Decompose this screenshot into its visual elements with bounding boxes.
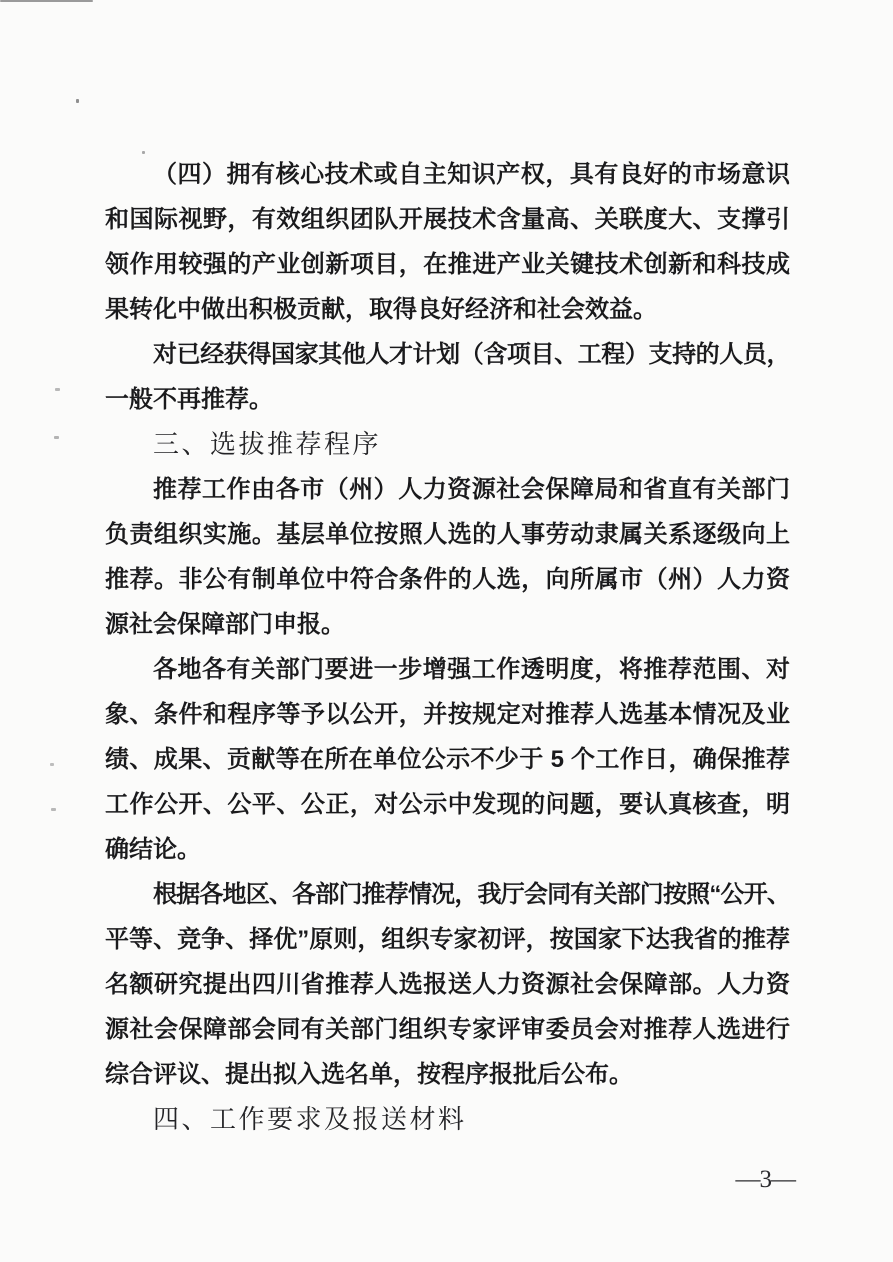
text-line: 平等、竞争、择优”原则，组织专家初评，按国家下达我省的推荐 xyxy=(105,926,790,953)
text-line: 对已经获得国家其他人才计划（含项目、工程）支持的人员， xyxy=(153,341,790,368)
text-line: 三、选拔推荐程序 xyxy=(153,430,382,459)
scan-speck xyxy=(55,388,60,391)
text-line: 确结论。 xyxy=(105,836,201,863)
paragraph xyxy=(105,467,790,647)
text-line: 一般不再推荐。 xyxy=(105,386,273,413)
text-line: 负责组织实施。基层单位按照人选的人事劳动隶属关系逐级向上 xyxy=(105,521,790,548)
text-line: （四）拥有核心技术或自主知识产权，具有良好的市场意识 xyxy=(153,161,790,188)
text-line: 推荐。非公有制单位中符合条件的人选，向所属市（州）人力资 xyxy=(105,566,790,593)
text-line: 工作公开、公平、公正，对公示中发现的问题，要认真核查，明 xyxy=(105,791,790,818)
scan-speck xyxy=(50,763,54,766)
text-line: 根据各地区、各部门推荐情况，我厅会同有关部门按照“公开、 xyxy=(153,881,790,908)
text-line: 和国际视野，有效组织团队开展技术含量高、关联度大、支撑引 xyxy=(105,206,790,233)
text-line: 源社会保障部会同有关部门组织专家评审委员会对推荐人选进行 xyxy=(105,1016,790,1043)
text-line: 各地各有关部门要进一步增强工作透明度，将推荐范围、对 xyxy=(153,656,790,683)
text-line: 绩、成果、贡献等在所在单位公示不少于 5 个工作日，确保推荐 xyxy=(105,746,790,773)
paragraph xyxy=(105,647,790,872)
text-line: 综合评议、提出拟入选名单，按程序报批后公布。 xyxy=(105,1061,633,1088)
paragraph xyxy=(105,332,790,422)
section-heading xyxy=(105,422,790,467)
page-number: —3— xyxy=(735,1166,795,1193)
text-line: 四、工作要求及报送材料 xyxy=(153,1105,467,1134)
text-line: 名额研究提出四川省推荐人选报送人力资源社会保障部。人力资 xyxy=(105,971,790,998)
scan-speck xyxy=(0,0,93,2)
paragraph xyxy=(105,872,790,1097)
text-line: 领作用较强的产业创新项目，在推进产业关键技术创新和科技成 xyxy=(105,251,790,278)
section-heading xyxy=(105,1097,790,1142)
scan-speck xyxy=(76,99,79,103)
paragraph xyxy=(105,152,790,332)
text-line: 推荐工作由各市（州）人力资源社会保障局和省直有关部门 xyxy=(153,476,790,503)
text-line: 象、条件和程序等予以公开，并按规定对推荐人选基本情况及业 xyxy=(105,701,790,728)
document-body xyxy=(105,152,790,1142)
scan-speck xyxy=(142,151,145,154)
scan-speck xyxy=(51,808,56,811)
text-line: 源社会保障部门申报。 xyxy=(105,611,345,638)
text-line: 果转化中做出积极贡献，取得良好经济和社会效益。 xyxy=(105,296,657,323)
scan-speck xyxy=(54,436,59,439)
